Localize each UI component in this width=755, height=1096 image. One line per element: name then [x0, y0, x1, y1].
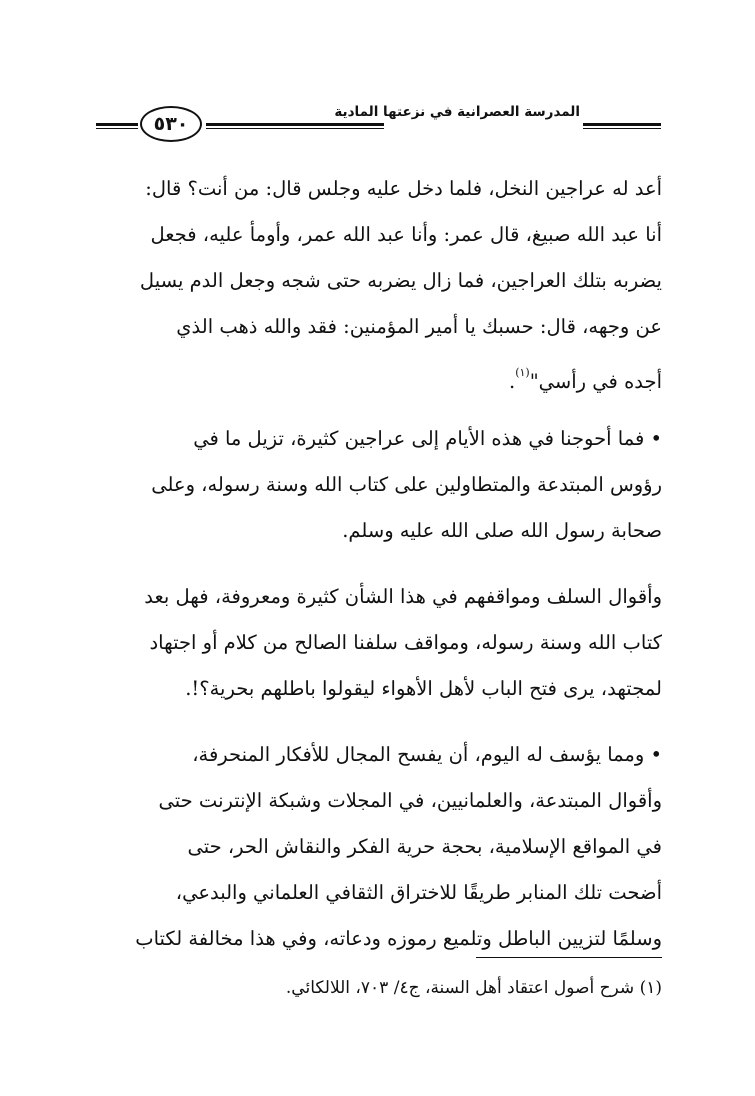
paragraph [102, 574, 662, 712]
running-title: المدرسة العصرانية في نزعتها المادية [334, 104, 580, 120]
text-line: أعد له عراجين النخل، فلما دخل عليه وجلس قال: من أنت؟ قال: [145, 177, 662, 200]
footnote: (١) شرح أصول اعتقاد أهل السنة، ج٤/ ٧٠٣، اللالكائي. [285, 978, 662, 998]
text-fragment: أجده في رأسي" [529, 370, 662, 393]
footnote-rule [476, 957, 662, 958]
text-line: • فما أحوجنا في هذه الأيام إلى عراجين كثيرة، تزيل ما في [193, 427, 662, 450]
header-rule [206, 123, 384, 126]
text-line: كتاب الله وسنة رسوله، ومواقف سلفنا الصالح من كلام أو اجتهاد [149, 631, 662, 654]
body-text [102, 166, 662, 962]
page-number: ٥٣٠ [140, 106, 202, 142]
text-fragment: . [508, 370, 516, 393]
text-line: عن وجهه، قال: حسبك يا أمير المؤمنين: فقد والله ذهب الذي [176, 315, 662, 338]
text-line: وأقوال المبتدعة، والعلمانيين، في المجلات وشبكة الإنترنت حتى [158, 789, 662, 812]
text-line: يضربه بتلك العراجين، فما زال يضربه حتى شجه وجعل الدم يسيل [139, 269, 662, 292]
header-rule [96, 123, 138, 126]
text-line [102, 350, 662, 396]
header-rule [583, 128, 661, 129]
header-rule [206, 128, 384, 129]
text-line: رؤوس المبتدعة والمتطاولين على كتاب الله وسنة رسوله، وعلى [151, 473, 662, 496]
text-line: • ومما يؤسف له اليوم، أن يفسح المجال للأفكار المنحرفة، [192, 743, 662, 766]
paragraph [102, 732, 662, 962]
text-line: لمجتهد، يرى فتح الباب لأهل الأهواء ليقولوا باطلهم بحرية؟!. [185, 677, 662, 700]
text-line: أنا عبد الله صبيغ، قال عمر: وأنا عبد الله عمر، وأومأ عليه، فجعل [150, 223, 662, 246]
text-line: في المواقع الإسلامية، بحجة حرية الفكر والنقاش الحر، حتى [187, 835, 662, 858]
text-line: أضحت تلك المنابر طريقًا للاختراق الثقافي العلماني والبدعي، [175, 881, 662, 904]
text-line: وأقوال السلف ومواقفهم في هذا الشأن كثيرة ومعروفة، فهل بعد [144, 585, 662, 608]
paragraph [102, 416, 662, 554]
footnote-marker: (١) [515, 366, 530, 379]
page-header [96, 92, 661, 152]
paragraph [102, 166, 662, 396]
text-line: صحابة رسول الله صلى الله عليه وسلم. [342, 519, 662, 542]
header-rule [96, 128, 138, 129]
text-line: وسلمًا لتزيين الباطل وتلميع رموزه ودعاته، وفي هذا مخالفة لكتاب [135, 927, 662, 950]
header-rule [583, 123, 661, 126]
